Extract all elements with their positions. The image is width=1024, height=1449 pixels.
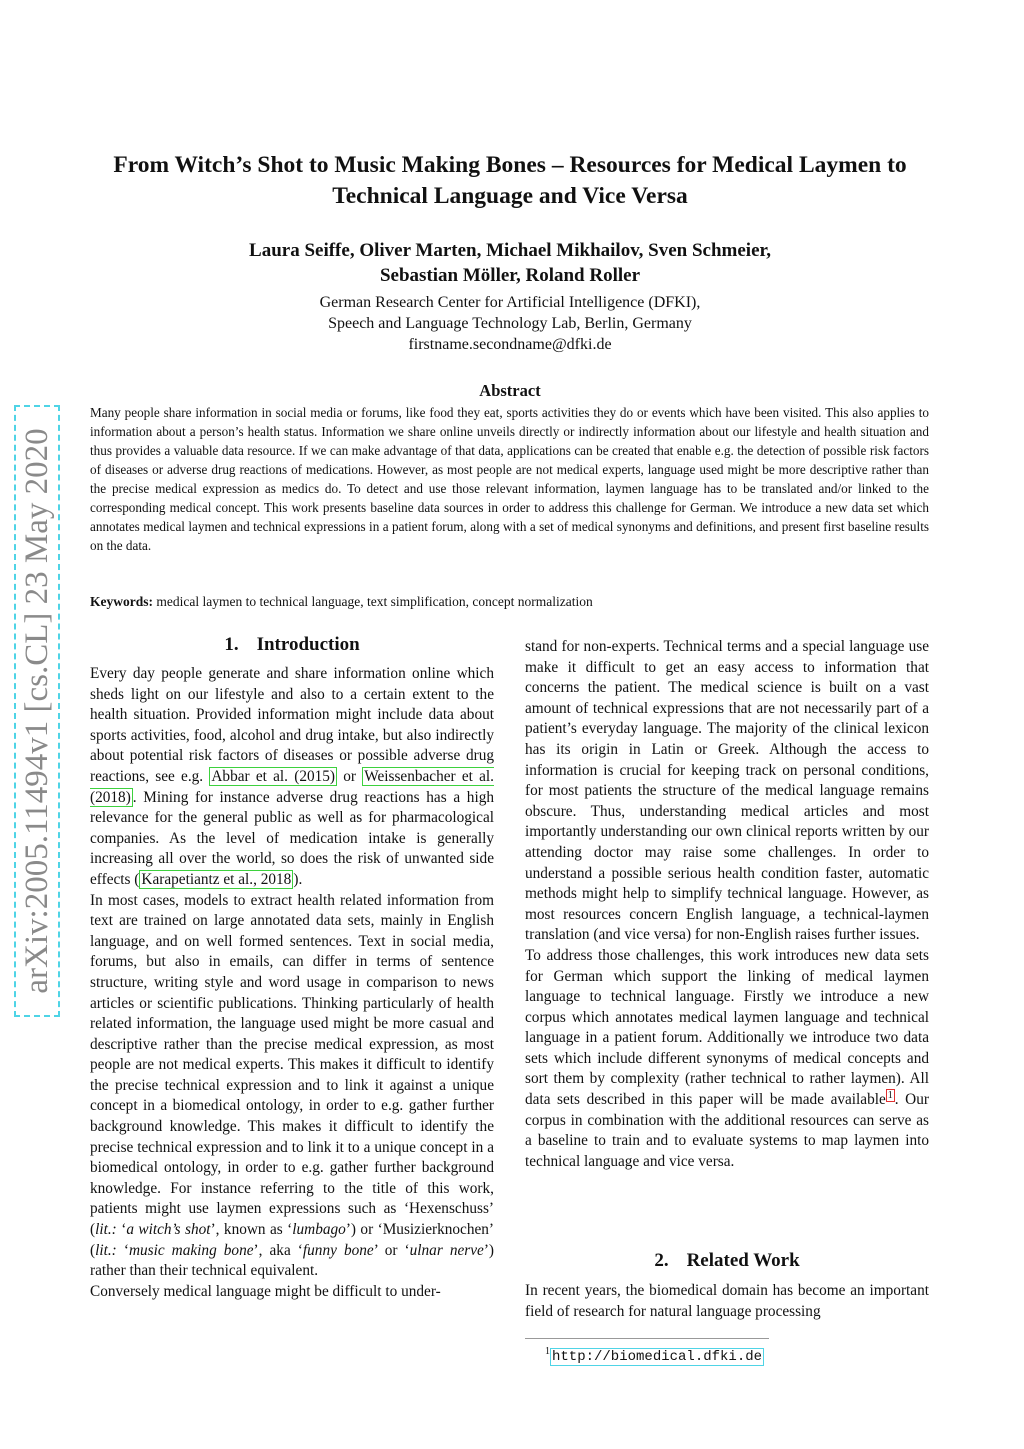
section-heading-related-work	[525, 1250, 929, 1272]
abstract-heading: Abstract	[479, 381, 541, 400]
footnote-url-link[interactable]: http://biomedical.dfki.de	[552, 1348, 763, 1365]
section-number: 2.	[654, 1250, 669, 1271]
right-paragraph-2: To address those challenges, this work introduces new data sets for German which support the linking of medical laymen language to technical language. Firstly we introduce a new corpus which annotates medical laymen language and technical language in a patient forum. Additionally we introduce two data sets which include different synonyms of medical concepts and sort them by complexity (rather technical to rather laymen). All data sets described in this paper will be made available $^1$ . Our corpus in combination with the additional resources can serve as a baseline to train and to evaluate systems to map laymen into technical language and vice versa.	[525, 946, 929, 1170]
section-title: Introduction	[256, 634, 360, 655]
citation-weissenbacher-2018[interactable]: Weissenbacher et al. (2018)	[90, 767, 494, 806]
section-title: Related Work	[686, 1250, 800, 1271]
authors	[80, 238, 940, 288]
intro-paragraph-1: Every day people generate and share information online which sheds light on our lifestyle and also to a certain extent to the health situation. Provided information might include data about sports activities, food, alcohol and drug intake, but also indirectly about potential risk factors of diseases or possible adverse drug reactions, see e.g. Abbar et al. (2015) or Weissenbacher et al. (2018) . Mining for instance adverse drug reactions has a high relevance for the general public as well as for pharmacological companies. As the level of medication intake is generally increasing all over the world, so does the risk of unwanted side effects ( Karapetiantz et al., 2018 ).	[90, 665, 494, 888]
intro-paragraph-3: Conversely medical language might be difficult to under-	[90, 1282, 441, 1300]
keywords	[90, 592, 929, 611]
related-work-text	[525, 1281, 929, 1322]
left-column	[90, 664, 494, 1302]
author-email: firstname.secondname@dfki.de	[408, 336, 612, 353]
title-line-2: Technical Language and Vice Versa	[332, 183, 688, 209]
affiliation-line-1: German Research Center for Artificial Intelligence (DFKI),	[319, 294, 701, 311]
affiliation-line-2: Speech and Language Technology Lab, Berlin, Germany	[328, 315, 692, 332]
authors-line-2: Sebastian Möller, Roland Roller	[379, 265, 641, 286]
footnote-rule	[525, 1338, 769, 1339]
citation-karapetiantz-2018[interactable]: Karapetiantz et al., 2018	[141, 870, 292, 888]
intro-paragraph-2: In most cases, models to extract health related information from text are trained on large annotated data sets, mainly in English language, and on well formed sentences. Text in social media, forums, but also in emails, can differ in terms of sentence structure, writing style and word usage in comparison to news articles or scientific publications. Thinking particularly of health related information, the language used might be more casual and descriptive rather than the precise medical expression, as most people are not medical experts. This makes it difficult to identify the precise technical expression and to link it against a unique concept in a biomedical ontology, in order to e.g. gather further background knowledge. This makes it difficult to identify the precise technical expression and to link it to a unique concept in a biomedical ontology, in order to e.g. gather further background knowledge. For instance referring to the title of this work, patients might use laymen expressions such as ‘Hexenschuss’ (lit.: ‘a witch’s shot’, known as ‘lumbago’) or ‘Musizierknochen’ (lit.: ‘music making bone’, aka ‘funny bone’ or ‘ulnar nerve’) rather than their technical equivalent.	[90, 891, 495, 1280]
keywords-label: Keywords:	[90, 594, 153, 609]
related-paragraph-1: In recent years, the biomedical domain has become an important field of research for natural language processing	[525, 1282, 929, 1320]
authors-line-1: Laura Seiffe, Oliver Marten, Michael Mikhailov, Sven Schmeier,	[249, 240, 771, 261]
affiliation	[80, 292, 940, 355]
paper-title	[80, 150, 940, 212]
arxiv-stamp[interactable]	[14, 405, 64, 1017]
keywords-text: medical laymen to technical language, text simplification, concept normalization	[156, 594, 593, 609]
section-number: 1.	[224, 634, 239, 655]
footnote-marker[interactable]: 1	[887, 1089, 893, 1101]
title-line-1: From Witch’s Shot to Music Making Bones – Resources for Medical Laymen to	[113, 152, 907, 178]
right-column	[525, 637, 929, 1172]
right-paragraph-1: stand for non-experts. Technical terms and a special language use make it difficult to get an easy access to information that concerns the patient. The medical science is built on a vast amount of technical expressions that are not necessarily part of a patient’s everyday language. The majority of the clinical lexicon has its origin in Latin or Greek. Although the access to information is crucial for keeping track on personal conditions, for most patients the structure of the medical language remains obscure. Thus, understanding medical articles and most importantly understanding our own clinical reports written by our attending doctor may raise some challenges. In order to understand a possible serious health condition faster, automatic methods might help to simplify technical language. However, as most resources concern English language, a technical-laymen translation (and vice versa) for non-English raises further issues.	[525, 638, 929, 944]
citation-abbar-2015[interactable]: Abbar et al. (2015)	[211, 767, 336, 785]
abstract-text: Many people share information in social media or forums, like food they eat, sports activities they do or events which have been visited. This also applies to information about a person’s health status. Information we share online unveils directly or indirectly information about our lifestyle and health situation and thus provides a valuable data resource. If we can make advantage of that data, applications can be created that enable e.g. the detection of possible risk factors of diseases or adverse drug reactions of medications. However, as most people are not medical experts, language used might be more descriptive rather than the precise medical expression as medics do. To detect and use those relevant information, laymen language has to be translated and/or linked to the corresponding medical concept. This work presents baseline data sources in order to address this challenge for German. We introduce a new data set which annotates medical laymen and technical expressions in a patient forum, along with a set of medical synonyms and definitions, and present first baseline results on the data.	[90, 405, 929, 553]
footnote	[545, 1346, 764, 1365]
section-heading-introduction	[90, 634, 494, 656]
footnote-number: 1	[545, 1346, 550, 1357]
arxiv-stamp-text: arXiv:2005.11494v1 [cs.CL] 23 May 2020	[19, 428, 55, 994]
